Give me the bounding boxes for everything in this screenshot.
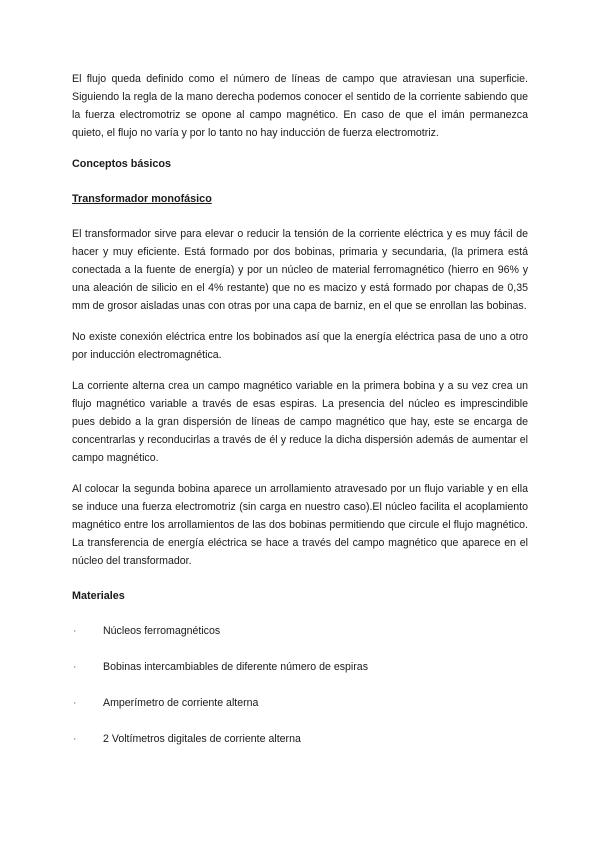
transformer-paragraph-1: El transformador sirve para elevar o reducir la tensión de la corriente eléctrica y es muy fácil de hacer y muy eficiente. Está formado por dos bobinas, primaria y secundaria, (la primera está conectada a la fuente de energía) y por un núcleo de material ferromagnético (hierro en 96% y una aleación de silicio en el 4% restante) que no es macizo y está formado por chapas de 0,35 mm de grosor aisladas unas con otras por una capa de barniz, en el que se enrollan las bobinas. xyxy=(72,228,528,312)
transformer-paragraph-2: No existe conexión eléctrica entre los bobinados así que la energía eléctrica pasa de uno a otro por inducción electromagnética. xyxy=(72,331,528,361)
heading-transformer: Transformador monofásico xyxy=(72,193,212,205)
heading-basic-concepts: Conceptos básicos xyxy=(72,158,171,170)
material-label: Núcleos ferromagnéticos xyxy=(103,625,221,637)
material-label: 2 Voltímetros digitales de corriente alterna xyxy=(103,733,301,745)
material-label: Bobinas intercambiables de diferente número de espiras xyxy=(103,661,368,673)
intro-paragraph: El flujo queda definido como el número de líneas de campo que atraviesan una superficie. Siguiendo la regla de la mano derecha podemos conocer el sentido de la corriente sabiendo que la fuerza electromotriz se opone al campo magnético. En caso de que el imán permanezca quieto, el flujo no varía y por lo tanto no hay inducción de fuerza electromotriz. xyxy=(72,73,528,139)
bullet-icon: · xyxy=(73,733,77,745)
document-body xyxy=(72,70,528,766)
transformer-paragraph-4: Al colocar la segunda bobina aparece un arrollamiento atravesado por un flujo variable y en ella se induce una fuerza electromotriz (sin carga en nuestro caso).El núcleo facilita el acoplamiento magnético entre los arrollamientos de las dos bobinas permitiendo que circule el flujo magnético. La transferencia de energía eléctrica se hace a través del campo magnético que aparece en el núcleo del transformador. xyxy=(72,483,528,567)
bullet-icon: · xyxy=(73,625,77,637)
transformer-paragraph-3: La corriente alterna crea un campo magnético variable en la primera bobina y a su vez crea un flujo magnético variable a través de esas espiras. La presencia del núcleo es imprescindible pues debido a la gran dispersión de líneas de campo magnético que hay, este se encarga de concentrarlas y reconducirlas a través de él y reduce la dicha dispersión además de aumentar el campo magnético. xyxy=(72,380,528,464)
materials-list xyxy=(72,622,528,748)
heading-materials: Materiales xyxy=(72,590,125,602)
bullet-icon: · xyxy=(73,697,77,709)
list-item xyxy=(72,622,528,640)
list-item xyxy=(72,730,528,748)
list-item xyxy=(72,694,528,712)
material-label: Amperímetro de corriente alterna xyxy=(103,697,259,709)
bullet-icon: · xyxy=(73,661,77,673)
list-item xyxy=(72,658,528,676)
